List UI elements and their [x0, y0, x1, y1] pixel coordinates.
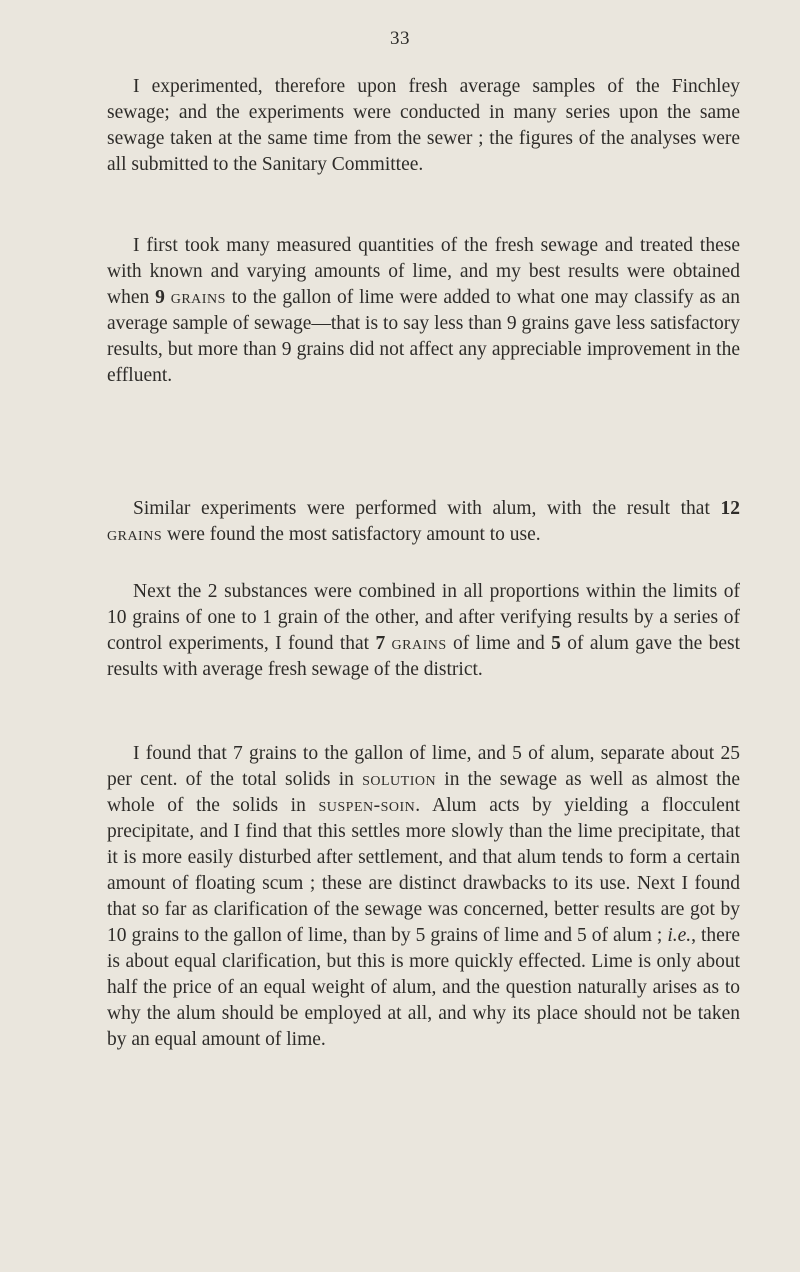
- emphasis-number: 7: [375, 633, 386, 654]
- paragraph-3-text-end: were found the most satisfactory amount to use.: [162, 524, 541, 545]
- paragraph-4-text-middle: of lime and: [446, 633, 552, 654]
- paragraph-5-text-start: I found that 7 grains to the gallon of lime, and 5 of alum, separate about 25 per cent. of the total solids in: [107, 743, 740, 790]
- emphasis-unit: grains: [107, 524, 163, 545]
- paragraph-1-text: I experimented, therefore upon fresh average samples of the Finchley sewage; and the experiments were conducted in many series upon the same sewage taken at the same time from the sewer ; the figures of the analyses were all submitted to the Sanitary Committee.: [107, 76, 740, 175]
- paragraph-5-text-end: , there is about equal clarification, but this is more quickly effected. Lime is only about half the price of an equal weight of alum, and the question naturally arises as to why the alum should be employed at all, and why its place should not be taken by an equal amount of lime.: [107, 925, 740, 1050]
- emphasis-number: 12: [720, 498, 740, 519]
- paragraph-2: [107, 233, 740, 389]
- small-caps-term: suspen-soin.: [318, 795, 421, 816]
- paragraph-3-text-start: Similar experiments were performed with alum, with the result that: [133, 498, 721, 519]
- paragraph-5-text-middle: in the sewage as well as almost the whole of the solids in: [107, 769, 740, 816]
- paragraph-3: [107, 496, 740, 548]
- page-number: 33: [390, 28, 410, 49]
- paragraph-2-text-start: I first took many measured quantities of the fresh sewage and treated these with known and varying amounts of lime, and my best results were obtained when: [107, 235, 740, 308]
- small-caps-term: solution: [362, 769, 437, 790]
- italic-abbreviation: i.e.: [667, 925, 692, 946]
- paragraph-5: [107, 741, 740, 1053]
- paragraph-5-text-middle-2: Alum acts by yielding a flocculent precipitate, and I find that this settles more slowly than the lime precipitate, that it is more easily disturbed after settlement, and that alum tends to form a certain amount of floating scum ; these are distinct drawbacks to its use. Next I found that so far as clarification of the sewage was concerned, better results are got by 10 grains to the gallon of lime, than by 5 grains of lime and 5 of alum ;: [107, 795, 740, 946]
- emphasis-number: 9: [155, 287, 165, 308]
- paragraph-1: [107, 74, 740, 178]
- paragraph-4-text-start: Next the 2 substances were combined in all proportions within the limits of 10 grains of one to 1 grain of the other, and after verifying results by a series of control experiments, I found that: [107, 581, 740, 654]
- emphasis-number: 5: [551, 633, 561, 654]
- paragraph-4: [107, 579, 740, 683]
- emphasis-unit: grains: [170, 287, 226, 308]
- emphasis-unit: grains: [391, 633, 447, 654]
- paragraph-4-text-end: of alum gave the best results with average fresh sewage of the district.: [107, 633, 740, 680]
- paragraph-2-text-end: to the gallon of lime were added to what one may classify as an average sample of sewage—that is to say less than 9 grains gave less satisfactory results, but more than 9 grains did not affect any appreciable improvement in the effluent.: [107, 287, 740, 386]
